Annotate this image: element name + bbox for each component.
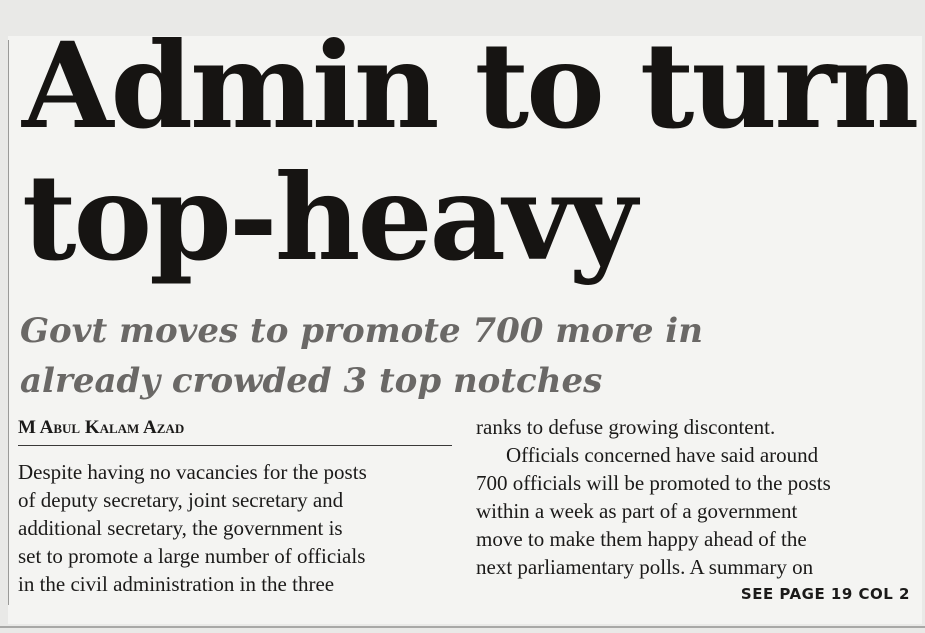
body-line: move to make them happy ahead of the [476, 527, 807, 551]
article-column-1 [18, 458, 367, 598]
body-line: Despite having no vacancies for the posts [18, 460, 367, 484]
bottom-rule [0, 626, 925, 628]
headline [22, 16, 917, 287]
byline: M Abul Kalam Azad [18, 417, 185, 438]
body-line: of deputy secretary, joint secretary and [18, 488, 344, 512]
body-line: within a week as part of a government [476, 499, 798, 523]
subheadline [20, 306, 703, 406]
body-line: next parliamentary polls. A summary on [476, 555, 814, 579]
body-line: 700 officials will be promoted to the posts [476, 471, 831, 495]
body-line: in the civil administration in the three [18, 572, 335, 596]
byline-divider [18, 445, 452, 446]
body-line: ranks to defuse growing discontent. [476, 415, 776, 439]
column-rule [8, 40, 9, 605]
body-line: set to promote a large number of officials [18, 544, 366, 568]
body-line: additional secretary, the government is [18, 516, 343, 540]
article-column-2 [476, 413, 831, 581]
subheadline-line-2: already crowded 3 top notches [20, 361, 603, 401]
continuation-jump: SEE PAGE 19 COL 2 [740, 585, 910, 603]
body-line: Officials concerned have said around [506, 443, 819, 467]
headline-line-2: top-heavy [22, 148, 635, 287]
subheadline-line-1: Govt moves to promote 700 more in [20, 311, 703, 351]
headline-line-1: Admin to turn [22, 16, 917, 155]
